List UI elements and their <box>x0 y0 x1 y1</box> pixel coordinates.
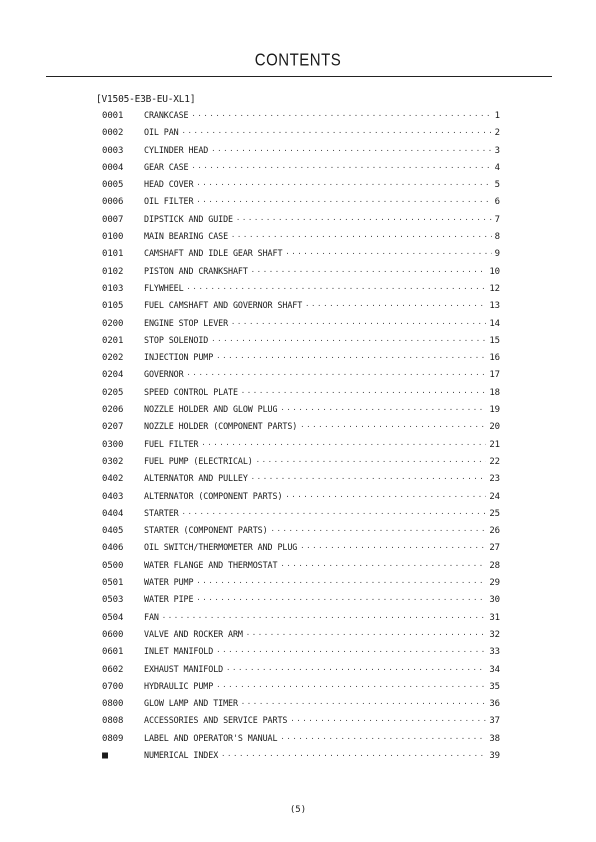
toc-entry[interactable] <box>102 439 500 456</box>
toc-entry[interactable] <box>102 196 500 213</box>
toc-entry-code: 0501 <box>102 578 124 589</box>
toc-entry-page: 7 <box>494 214 500 225</box>
toc-entry[interactable] <box>102 335 500 352</box>
toc-entry[interactable] <box>102 491 500 508</box>
toc-entry-code: 0504 <box>102 612 124 623</box>
toc-entry-code: 0402 <box>102 474 124 485</box>
toc-entry[interactable] <box>102 248 500 265</box>
dot-leader <box>182 510 487 518</box>
toc-entry-label: WATER FLANGE AND THERMOSTAT <box>144 559 278 570</box>
toc-entry-code: 0602 <box>102 664 124 675</box>
toc-entry-code: 0006 <box>102 197 124 208</box>
toc-entry-label: NOZZLE HOLDER (COMPONENT PARTS) <box>144 421 298 432</box>
dot-leader <box>280 562 486 570</box>
dot-leader <box>187 285 487 293</box>
toc-entry-label: MAIN BEARING CASE <box>144 231 229 242</box>
toc-entry-page: 5 <box>494 180 500 191</box>
toc-entry-code: 0405 <box>102 526 124 537</box>
toc-entry-page: 6 <box>494 197 500 208</box>
toc-entry[interactable] <box>102 404 500 421</box>
toc-entry-page: 27 <box>489 543 500 554</box>
dot-leader <box>196 579 486 587</box>
toc-entry-page: 33 <box>489 647 500 658</box>
toc-entry-page: 25 <box>489 508 500 519</box>
toc-entry-code: 0700 <box>102 681 124 692</box>
dot-leader <box>300 544 486 552</box>
toc-entry-code: 0001 <box>102 111 124 121</box>
toc-entry-page: 15 <box>489 335 500 346</box>
toc-entry[interactable] <box>102 646 500 663</box>
toc-entry-code: 0102 <box>102 266 124 277</box>
toc-entry-label: FUEL FILTER <box>144 438 199 449</box>
toc-entry-page: 28 <box>489 560 500 571</box>
toc-entry-page: 18 <box>489 387 500 398</box>
page-number: (5) <box>289 805 307 815</box>
dot-leader <box>196 181 491 189</box>
toc-entry[interactable] <box>102 629 500 646</box>
toc-entry-label: CYLINDER HEAD <box>144 144 209 155</box>
toc-entry-label: FUEL CAMSHAFT AND GOVERNOR SHAFT <box>144 300 303 311</box>
page-title: CONTENTS <box>254 50 342 71</box>
toc-entry-page: 26 <box>489 526 500 537</box>
dot-leader <box>285 493 486 501</box>
toc-entry-code: 0403 <box>102 491 124 502</box>
toc-entry[interactable] <box>102 594 500 611</box>
toc-entry-code: 0204 <box>102 370 124 381</box>
toc-entry-label: ENGINE STOP LEVER <box>144 317 229 328</box>
toc-entry-code: 0808 <box>102 716 124 727</box>
toc-entry-code: 0105 <box>102 301 124 312</box>
toc-entry[interactable] <box>102 214 500 231</box>
toc-entry-label: OIL PAN <box>144 127 179 138</box>
toc-entry[interactable] <box>102 162 500 179</box>
toc-entry-code: 0809 <box>102 733 124 744</box>
toc-entry-code: 0404 <box>102 508 124 519</box>
dot-leader <box>182 129 492 137</box>
toc-entry-page: 24 <box>489 491 500 502</box>
dot-leader <box>305 302 486 310</box>
toc-entry-code: 0004 <box>102 162 124 173</box>
toc-entry-label: CAMSHAFT AND IDLE GEAR SHAFT <box>144 248 283 259</box>
toc-entry[interactable] <box>102 525 500 542</box>
toc-entry-label: ALTERNATOR (COMPONENT PARTS) <box>144 490 283 501</box>
toc-entry[interactable] <box>102 266 500 283</box>
dot-leader <box>216 354 486 362</box>
toc-entry-code: 0101 <box>102 249 124 260</box>
toc-entry-page: 1 <box>494 111 500 121</box>
toc-entry-label: GLOW LAMP AND TIMER <box>144 698 238 709</box>
dot-leader <box>196 198 491 206</box>
toc-entry-code: 0302 <box>102 456 124 467</box>
dot-leader <box>187 371 487 379</box>
toc-entry-label: DIPSTICK AND GUIDE <box>144 213 233 224</box>
dot-leader <box>280 406 486 414</box>
dot-leader <box>251 475 487 483</box>
dot-leader <box>241 700 486 708</box>
toc-entry-page: 21 <box>489 439 500 450</box>
toc-entry-label: VALVE AND ROCKER ARM <box>144 628 243 639</box>
toc-entry-label: HEAD COVER <box>144 179 194 190</box>
toc-entry[interactable] <box>102 318 500 335</box>
toc-entry-label: CRANKCASE <box>144 110 189 120</box>
toc-entry-code: 0200 <box>102 318 124 329</box>
toc-entry-label: STOP SOLENOID <box>144 334 209 345</box>
dot-leader <box>211 337 486 345</box>
toc-entry-code: 0207 <box>102 422 124 433</box>
toc-entry-label: SPEED CONTROL PLATE <box>144 386 238 397</box>
dot-leader <box>201 441 486 449</box>
toc-entry-code: 0800 <box>102 699 124 710</box>
toc-entry-label: ACCESSORIES AND SERVICE PARTS <box>144 715 288 726</box>
toc-entry[interactable] <box>102 508 500 525</box>
toc-entry-label: OIL SWITCH/THERMOMETER AND PLUG <box>144 542 298 553</box>
toc-entry[interactable] <box>102 110 500 127</box>
dot-leader <box>216 648 486 656</box>
toc-entry-code: 0300 <box>102 439 124 450</box>
toc-entry-page: 2 <box>494 128 500 139</box>
model-label: [V1505-E3B-EU-XL1] <box>96 94 196 105</box>
toc-entry-code: 0202 <box>102 353 124 364</box>
toc-entry-code: 0100 <box>102 232 124 243</box>
toc-entry-label: FUEL PUMP (ELECTRICAL) <box>144 455 253 466</box>
toc-entry-label: LABEL AND OPERATOR'S MANUAL <box>144 732 278 743</box>
toc-entry[interactable] <box>102 283 500 300</box>
toc-entry-page: 31 <box>489 612 500 623</box>
toc-entry-page: 39 <box>489 750 500 761</box>
dot-leader <box>226 666 486 674</box>
toc-entry[interactable] <box>102 733 500 750</box>
dot-leader <box>196 596 486 604</box>
dot-leader <box>256 458 487 466</box>
dot-leader <box>280 735 486 743</box>
toc-entry[interactable] <box>102 300 500 317</box>
toc-entry-page: 17 <box>489 370 500 381</box>
toc-entry-label: WATER PUMP <box>144 577 194 588</box>
toc-entry[interactable] <box>102 664 500 681</box>
toc-entry-page: 35 <box>489 681 500 692</box>
toc-entry-page: 32 <box>489 629 500 640</box>
toc-entry[interactable] <box>102 369 500 386</box>
dot-leader <box>191 164 491 172</box>
toc-entry-page: 4 <box>494 162 500 173</box>
toc-entry-page: 14 <box>489 318 500 329</box>
dot-leader <box>211 147 491 155</box>
toc-entry-label: EXHAUST MANIFOLD <box>144 663 224 674</box>
toc-entry[interactable] <box>102 179 500 196</box>
dot-leader <box>231 320 486 328</box>
toc-entry[interactable] <box>102 560 500 577</box>
dot-leader <box>290 717 486 725</box>
toc-entry-label: PISTON AND CRANKSHAFT <box>144 265 248 276</box>
toc-entry-page: 29 <box>489 578 500 589</box>
toc-entry-page: 3 <box>494 145 500 156</box>
toc-entry-label: FAN <box>144 611 159 622</box>
toc-entry[interactable] <box>102 145 500 162</box>
toc-entry-label: HYDRAULIC PUMP <box>144 680 214 691</box>
toc-entry-label: GEAR CASE <box>144 161 189 172</box>
toc-entry-page: 38 <box>489 733 500 744</box>
toc-entry-page: 23 <box>489 474 500 485</box>
toc-entry-code: ■ <box>102 749 108 761</box>
toc-entry-page: 19 <box>489 405 500 416</box>
dot-leader <box>241 389 486 397</box>
toc-entry-code: 0201 <box>102 335 124 346</box>
title-rule <box>46 76 552 77</box>
toc-entry-label: NOZZLE HOLDER AND GLOW PLUG <box>144 404 278 415</box>
dot-leader <box>231 233 492 241</box>
dot-leader <box>236 216 492 224</box>
toc-entry-page: 20 <box>489 422 500 433</box>
toc-entry-page: 37 <box>489 716 500 727</box>
dot-leader <box>246 631 487 639</box>
dot-leader <box>300 423 486 431</box>
toc-entry-page: 12 <box>489 283 500 294</box>
toc-entry-label: STARTER (COMPONENT PARTS) <box>144 525 268 536</box>
toc-entry-label: ALTERNATOR AND PULLEY <box>144 473 248 484</box>
toc-entry-code: 0406 <box>102 543 124 554</box>
toc-entry-page: 13 <box>489 301 500 312</box>
toc-entry-code: 0007 <box>102 214 124 225</box>
toc-entry-label: FLYWHEEL <box>144 282 184 293</box>
toc-entry-label: NUMERICAL INDEX <box>144 749 219 760</box>
toc-entry-label: WATER PIPE <box>144 594 194 605</box>
dot-leader <box>191 112 491 120</box>
toc-entry-code: 0005 <box>102 180 124 191</box>
toc-entry-page: 8 <box>494 232 500 243</box>
toc-entry[interactable] <box>102 231 500 248</box>
toc-entry-label: INJECTION PUMP <box>144 352 214 363</box>
toc-entry-code: 0500 <box>102 560 124 571</box>
toc-entry-label: INLET MANIFOLD <box>144 646 214 657</box>
toc-entry[interactable] <box>102 577 500 594</box>
toc-entry-page: 30 <box>489 595 500 606</box>
toc-entry-code: 0206 <box>102 405 124 416</box>
toc-entry-label: GOVERNOR <box>144 369 184 380</box>
toc-entry[interactable] <box>102 473 500 490</box>
toc-entry-page: 22 <box>489 456 500 467</box>
toc-entry-code: 0601 <box>102 647 124 658</box>
toc-entry[interactable] <box>102 456 500 473</box>
toc-entry[interactable] <box>102 421 500 438</box>
toc-entry-page: 34 <box>489 664 500 675</box>
toc-entry-label: OIL FILTER <box>144 196 194 207</box>
toc-entry-code: 0002 <box>102 128 124 139</box>
toc-entry[interactable] <box>102 681 500 698</box>
toc-entry-label: STARTER <box>144 507 179 518</box>
dot-leader <box>162 614 487 622</box>
toc-entry[interactable] <box>102 715 500 732</box>
toc-entry-page: 9 <box>494 249 500 260</box>
toc-entry-page: 36 <box>489 699 500 710</box>
dot-leader <box>216 683 486 691</box>
toc-entry[interactable] <box>102 612 500 629</box>
toc-entry[interactable] <box>102 352 500 369</box>
toc-entry[interactable] <box>102 698 500 715</box>
toc-entry-code: 0103 <box>102 283 124 294</box>
toc-entry-code: 0600 <box>102 629 124 640</box>
table-of-contents <box>102 110 500 767</box>
dot-leader <box>271 527 487 535</box>
toc-entry[interactable] <box>102 750 500 767</box>
dot-leader <box>251 268 487 276</box>
toc-entry-code: 0503 <box>102 595 124 606</box>
toc-entry[interactable] <box>102 387 500 404</box>
dot-leader <box>221 752 486 760</box>
toc-entry-code: 0003 <box>102 145 124 156</box>
toc-entry-page: 10 <box>489 266 500 277</box>
toc-entry-page: 16 <box>489 353 500 364</box>
toc-entry[interactable] <box>102 127 500 144</box>
dot-leader <box>285 250 491 258</box>
toc-entry-code: 0205 <box>102 387 124 398</box>
toc-entry[interactable] <box>102 542 500 559</box>
